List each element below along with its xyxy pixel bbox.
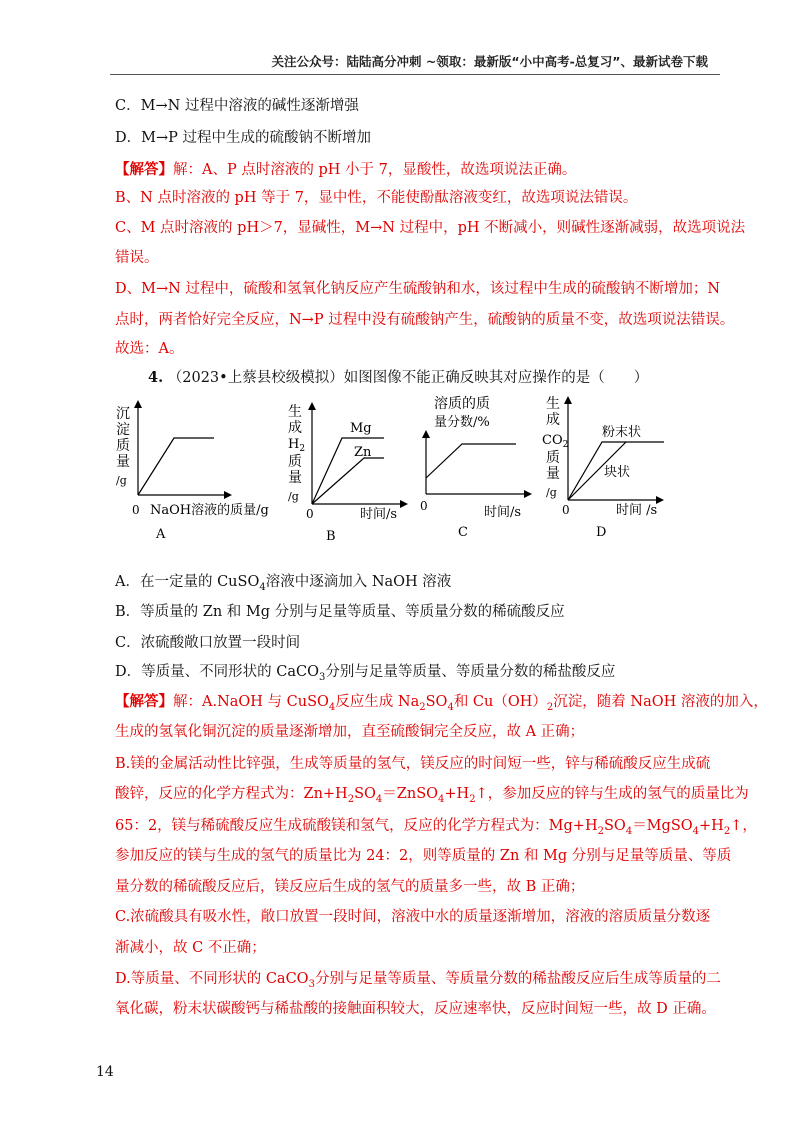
svg-text:质: 质 bbox=[116, 438, 130, 454]
page-header: 关注公众号：陆陆高分冲刺 ~领取：最新版“小中高考-总复习”、最新试卷下载 bbox=[271, 54, 708, 69]
q4-answer-line-10: D.等质量、不同形状的 CaCO$_3$分别与足量等质量、等质量分数的稀盐酸反应后生成等质量的二 bbox=[115, 971, 721, 990]
q4-answer-line-11: 氧化碳，粉末状碳酸钙与稀盐酸的接触面积较大，反应速率快，反应时间短一些，故 D 正确。 bbox=[115, 1001, 716, 1017]
svg-text:/g: /g bbox=[116, 474, 127, 487]
graph-d-origin: 0 bbox=[562, 503, 570, 517]
q4-answer-line-2: 生成的氢氧化铜沉淀的质量逐渐增加，直至硫酸铜完全反应，故 A 正确； bbox=[115, 724, 585, 740]
graph-b-y-label: 生 bbox=[288, 404, 302, 420]
graph-c-y-label: 溶质的质 bbox=[434, 396, 490, 412]
svg-text:成: 成 bbox=[546, 412, 560, 428]
svg-text:成: 成 bbox=[288, 420, 302, 436]
svg-text:/g: /g bbox=[288, 490, 299, 503]
graph-a-letter: A bbox=[156, 527, 166, 542]
svg-text:量: 量 bbox=[288, 470, 302, 486]
graph-c bbox=[412, 392, 536, 538]
prev-answer-line-1: 【解答】解：A、P 点时溶液的 pH 小于 7，显酸性，故选项说法正确。 bbox=[115, 161, 577, 178]
prev-answer-line-4: 错误。 bbox=[115, 250, 159, 266]
graph-d bbox=[540, 394, 670, 542]
svg-text:/g: /g bbox=[546, 486, 557, 499]
svg-text:质: 质 bbox=[288, 454, 302, 470]
q4-answer-line-5: 65：2，镁与稀硫酸反应生成硫酸镁和氢气，反应的化学方程式为：$Mg+H_2SO_4=MgSO_4+H_2↑$， bbox=[115, 818, 757, 837]
svg-text:淀: 淀 bbox=[116, 422, 130, 438]
svg-text:H2: $H_2$ bbox=[288, 437, 306, 454]
question-number: 4. bbox=[148, 369, 164, 386]
graph-d-x-label: 时间 /s bbox=[616, 503, 658, 518]
svg-text:CO2: $CO_2$ bbox=[542, 433, 569, 450]
q4-answer-line-7: 量分数的稀硫酸反应后，镁反应后生成的氢气的质量多一些，故 B 正确； bbox=[115, 879, 585, 895]
q4-answer-line-8: C.浓硫酸具有吸水性，敞口放置一段时间，溶液中水的质量逐渐增加，溶液的溶质质量分数逐 bbox=[115, 909, 711, 925]
svg-text:量: 量 bbox=[116, 454, 130, 470]
q4-answer-line-1: 【解答】解：A.NaOH 与 CuSO$_4$反应生成 $Na_2SO_4$和 $Cu(OH)_2$沉淀，随着 NaOH 溶液的加入， bbox=[115, 693, 768, 713]
q4-answer-line-4: 酸锌，反应的化学方程式为：$Zn+H_2SO_4=ZnSO_4+H_2↑$，参加反应的锌与生成的氢气的质量比为 bbox=[115, 786, 749, 805]
prev-answer-line-7: 故选：A。 bbox=[115, 341, 184, 357]
q4-answer-line-9: 渐减小，故 C 不正确； bbox=[115, 940, 266, 956]
graph-b-x-label: 时间/s bbox=[360, 507, 398, 522]
graph-a-y-label: 沉 bbox=[116, 406, 130, 422]
prev-option-d: D．M→P 过程中生成的硫酸钠不断增加 bbox=[115, 130, 371, 146]
prev-answer-line-2: B、N 点时溶液的 pH 等于 7，显中性，不能使酚酞溶液变红，故选项说法错误。 bbox=[115, 190, 638, 206]
prev-answer-line-6: 点时，两者恰好完全反应，N→P 过程中没有硫酸钠产生，硫酸钠的质量不变，故选项说法错误。 bbox=[115, 312, 735, 328]
q4-option-d: D．等质量、不同形状的 CaCO$_3$分别与足量等质量、等质量分数的稀盐酸反应 bbox=[115, 664, 616, 683]
q4-option-b: B．等质量的 Zn 和 Mg 分别与足量等质量、等质量分数的稀硫酸反应 bbox=[115, 604, 565, 620]
graph-c-origin: 0 bbox=[420, 499, 428, 513]
prev-answer-line-5: D、M→N 过程中，硫酸和氢氧化钠反应产生硫酸钠和水，该过程中生成的硫酸钠不断增加；N bbox=[115, 281, 721, 297]
graph-d-block-label: 块状 bbox=[604, 465, 631, 480]
q4-option-a: A．在一定量的 CuSO$_4$溶液中逐滴加入 NaOH 溶液 bbox=[115, 574, 452, 593]
prev-option-c: C．M→N 过程中溶液的碱性逐渐增强 bbox=[115, 98, 359, 114]
question-4-stem: 4. （2023•上蔡县校级模拟）如图图像不能正确反映其对应操作的是（ ） bbox=[148, 369, 649, 386]
q4-answer-line-3: B.镁的金属活动性比锌强，生成等质量的氢气，镁反应的时间短一些，锌与稀硫酸反应生成硫 bbox=[115, 756, 711, 772]
graph-b-origin: 0 bbox=[306, 507, 314, 521]
graph-d-powder-label: 粉末状 bbox=[602, 425, 642, 440]
graph-c-x-label: 时间/s bbox=[484, 505, 522, 520]
header-divider bbox=[110, 74, 720, 75]
graph-b-letter: B bbox=[326, 529, 336, 544]
graph-c-letter: C bbox=[458, 525, 468, 538]
q4-answer-line-6: 参加反应的镁与生成的氢气的质量比为 24：2，则等质量的 Zn 和 Mg 分别与足量等质量、等质 bbox=[115, 848, 732, 864]
answer-tag: 【解答】 bbox=[115, 693, 173, 710]
graph-d-y-label: 生 bbox=[546, 396, 560, 412]
graph-d-letter: D bbox=[596, 525, 607, 540]
svg-text:质: 质 bbox=[546, 450, 560, 466]
q4-option-c: C．浓硫酸敞口放置一段时间 bbox=[115, 635, 301, 651]
answer-tag: 【解答】 bbox=[115, 161, 173, 178]
graph-b bbox=[282, 400, 422, 546]
graph-b-zn-label: Zn bbox=[354, 445, 372, 460]
svg-text:量: 量 bbox=[546, 466, 560, 482]
graph-a bbox=[112, 398, 282, 546]
svg-text:量分数/%: 量分数/% bbox=[434, 415, 490, 430]
graph-a-curve bbox=[138, 438, 214, 495]
graph-c-curve bbox=[426, 444, 516, 478]
prev-answer-line-3: C、M 点时溶液的 pH＞7，显碱性，M→N 过程中，pH 不断减小，则碱性逐渐减弱，故选项说法 bbox=[115, 220, 746, 236]
graph-a-x-label: NaOH溶液的质量/g bbox=[150, 503, 269, 518]
page-number: 14 bbox=[96, 1064, 114, 1080]
graph-a-origin: 0 bbox=[132, 503, 140, 517]
graph-b-mg-label: Mg bbox=[350, 421, 372, 436]
